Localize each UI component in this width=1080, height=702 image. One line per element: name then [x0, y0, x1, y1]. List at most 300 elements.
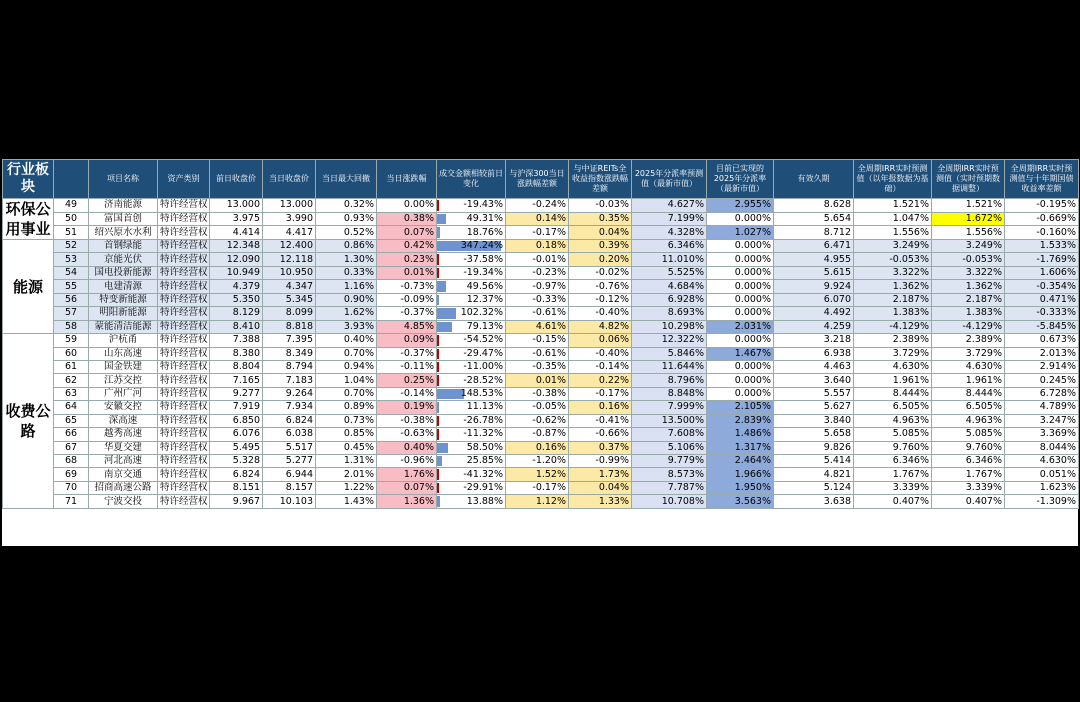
cell-irr-adjusted[interactable]: 8.444%	[932, 387, 1005, 400]
cell-change[interactable]: 0.38%	[377, 212, 437, 226]
cell-duration[interactable]: 5.654	[774, 212, 854, 226]
table-row[interactable]	[3, 495, 1079, 508]
cell-type[interactable]: 特许经营权	[158, 414, 210, 427]
cell-irr-report[interactable]: 2.187%	[854, 293, 932, 306]
cell-dist-2025[interactable]: 4.684%	[632, 280, 707, 293]
cell-duration[interactable]: 6.938	[774, 347, 854, 360]
cell-irr-adjusted[interactable]: -4.129%	[932, 320, 1005, 333]
cell-vs-reits[interactable]: -0.17%	[569, 387, 632, 400]
cell-vs-hs300[interactable]: 0.16%	[506, 441, 569, 454]
cell-prev-close[interactable]: 7.165	[210, 374, 263, 387]
cell-dist-2025[interactable]: 7.999%	[632, 401, 707, 414]
cell-irr-report[interactable]: 1.383%	[854, 307, 932, 320]
cell-prev-close[interactable]: 8.410	[210, 320, 263, 333]
cell-dist-2025[interactable]: 8.693%	[632, 307, 707, 320]
cell-duration[interactable]: 4.463	[774, 360, 854, 373]
cell-close[interactable]: 4.417	[263, 226, 316, 240]
cell-type[interactable]: 特许经营权	[158, 334, 210, 347]
cell-type[interactable]: 特许经营权	[158, 468, 210, 481]
cell-irr-adjusted[interactable]: 2.187%	[932, 293, 1005, 306]
cell-turnover-change[interactable]	[437, 266, 506, 279]
cell-irr-spread[interactable]: 1.623%	[1005, 481, 1079, 494]
cell-name[interactable]: 南京交通	[89, 468, 158, 481]
cell-max-drawdown[interactable]: 1.16%	[316, 280, 377, 293]
cell-name[interactable]: 沪杭甬	[89, 334, 158, 347]
cell-type[interactable]: 特许经营权	[158, 347, 210, 360]
cell-dist-realized[interactable]: 2.105%	[707, 401, 774, 414]
cell-vs-hs300[interactable]: -0.24%	[506, 199, 569, 213]
cell-name[interactable]: 国金铁建	[89, 360, 158, 373]
cell-irr-spread[interactable]: -0.195%	[1005, 199, 1079, 213]
cell-type[interactable]: 特许经营权	[158, 253, 210, 266]
sector-cell[interactable]: 收费公路	[3, 334, 54, 509]
cell-turnover-change[interactable]	[437, 455, 506, 468]
cell-irr-spread[interactable]: 2.013%	[1005, 347, 1079, 360]
cell-change[interactable]: 0.07%	[377, 226, 437, 240]
table-row[interactable]	[3, 266, 1079, 279]
cell-dist-realized[interactable]: 0.000%	[707, 240, 774, 253]
cell-change[interactable]: -0.09%	[377, 293, 437, 306]
cell-turnover-change[interactable]	[437, 360, 506, 373]
cell-max-drawdown[interactable]: 1.62%	[316, 307, 377, 320]
table-row[interactable]	[3, 387, 1079, 400]
cell-duration[interactable]: 3.840	[774, 414, 854, 427]
cell-change[interactable]: -0.73%	[377, 280, 437, 293]
cell-change[interactable]: 0.01%	[377, 266, 437, 279]
cell-no[interactable]: 67	[54, 441, 89, 454]
cell-vs-hs300[interactable]: 0.14%	[506, 212, 569, 226]
cell-turnover-change[interactable]	[437, 307, 506, 320]
cell-vs-reits[interactable]: -0.66%	[569, 428, 632, 441]
cell-prev-close[interactable]: 8.804	[210, 360, 263, 373]
cell-turnover-change[interactable]	[437, 441, 506, 454]
cell-name[interactable]: 蒙能清洁能源	[89, 320, 158, 333]
cell-dist-realized[interactable]: 3.563%	[707, 495, 774, 508]
cell-irr-spread[interactable]: 2.914%	[1005, 360, 1079, 373]
cell-duration[interactable]: 8.628	[774, 199, 854, 213]
cell-turnover-change[interactable]	[437, 495, 506, 508]
cell-prev-close[interactable]: 4.414	[210, 226, 263, 240]
col-header-dist-realized[interactable]: 目前已实现的2025年分派率（最新市值）	[707, 160, 774, 199]
cell-turnover-change[interactable]	[437, 240, 506, 253]
cell-prev-close[interactable]: 12.090	[210, 253, 263, 266]
cell-type[interactable]: 特许经营权	[158, 387, 210, 400]
cell-max-drawdown[interactable]: 1.30%	[316, 253, 377, 266]
cell-vs-reits[interactable]: 1.33%	[569, 495, 632, 508]
cell-dist-2025[interactable]: 7.608%	[632, 428, 707, 441]
cell-close[interactable]: 8.794	[263, 360, 316, 373]
cell-dist-realized[interactable]: 1.317%	[707, 441, 774, 454]
cell-name[interactable]: 电建清源	[89, 280, 158, 293]
cell-dist-realized[interactable]: 0.000%	[707, 360, 774, 373]
cell-vs-reits[interactable]: -0.03%	[569, 199, 632, 213]
cell-irr-spread[interactable]: -0.354%	[1005, 280, 1079, 293]
cell-duration[interactable]: 8.712	[774, 226, 854, 240]
cell-name[interactable]: 山东高速	[89, 347, 158, 360]
cell-name[interactable]: 江苏交控	[89, 374, 158, 387]
cell-vs-reits[interactable]: 0.22%	[569, 374, 632, 387]
col-header-turnover-change[interactable]: 成交金额相较前日变化	[437, 160, 506, 199]
cell-no[interactable]: 60	[54, 347, 89, 360]
cell-max-drawdown[interactable]: 0.89%	[316, 401, 377, 414]
cell-dist-2025[interactable]: 9.779%	[632, 455, 707, 468]
cell-duration[interactable]: 4.259	[774, 320, 854, 333]
cell-close[interactable]: 12.118	[263, 253, 316, 266]
cell-dist-realized[interactable]: 2.031%	[707, 320, 774, 333]
cell-prev-close[interactable]: 7.919	[210, 401, 263, 414]
cell-name[interactable]: 国电投新能源	[89, 266, 158, 279]
cell-irr-adjusted[interactable]: -0.053%	[932, 253, 1005, 266]
cell-dist-realized[interactable]: 0.000%	[707, 280, 774, 293]
cell-vs-reits[interactable]: 4.82%	[569, 320, 632, 333]
cell-vs-hs300[interactable]: -0.01%	[506, 253, 569, 266]
cell-irr-spread[interactable]: 1.606%	[1005, 266, 1079, 279]
table-row[interactable]	[3, 455, 1079, 468]
cell-irr-report[interactable]: 1.362%	[854, 280, 932, 293]
cell-irr-report[interactable]: 8.444%	[854, 387, 932, 400]
cell-vs-reits[interactable]: -0.02%	[569, 266, 632, 279]
cell-close[interactable]: 6.038	[263, 428, 316, 441]
cell-vs-hs300[interactable]: -0.33%	[506, 293, 569, 306]
table-row[interactable]	[3, 253, 1079, 266]
col-header-irr-report[interactable]: 全周期IRR实时预测值（以年报数据为基础）	[854, 160, 932, 199]
cell-prev-close[interactable]: 9.277	[210, 387, 263, 400]
cell-irr-spread[interactable]: 4.630%	[1005, 455, 1079, 468]
cell-change[interactable]: 1.76%	[377, 468, 437, 481]
cell-change[interactable]: 1.36%	[377, 495, 437, 508]
table-row[interactable]	[3, 320, 1079, 333]
cell-irr-adjusted[interactable]: 1.556%	[932, 226, 1005, 240]
cell-irr-report[interactable]: 6.346%	[854, 455, 932, 468]
cell-prev-close[interactable]: 4.379	[210, 280, 263, 293]
cell-dist-2025[interactable]: 7.787%	[632, 481, 707, 494]
cell-change[interactable]: -0.11%	[377, 360, 437, 373]
cell-irr-report[interactable]: 1.521%	[854, 199, 932, 213]
cell-irr-report[interactable]: 2.389%	[854, 334, 932, 347]
cell-max-drawdown[interactable]: 0.85%	[316, 428, 377, 441]
cell-duration[interactable]: 4.955	[774, 253, 854, 266]
cell-duration[interactable]: 6.070	[774, 293, 854, 306]
cell-irr-spread[interactable]: -0.669%	[1005, 212, 1079, 226]
cell-irr-report[interactable]: 6.505%	[854, 401, 932, 414]
cell-irr-adjusted[interactable]: 4.963%	[932, 414, 1005, 427]
cell-close[interactable]: 10.950	[263, 266, 316, 279]
sector-cell[interactable]: 环保公用事业	[3, 199, 54, 240]
cell-turnover-change[interactable]	[437, 320, 506, 333]
table-row[interactable]	[3, 347, 1079, 360]
table-row[interactable]	[3, 240, 1079, 253]
cell-max-drawdown[interactable]: 1.04%	[316, 374, 377, 387]
cell-dist-2025[interactable]: 5.106%	[632, 441, 707, 454]
cell-close[interactable]: 6.824	[263, 414, 316, 427]
table-row[interactable]	[3, 374, 1079, 387]
cell-max-drawdown[interactable]: 0.33%	[316, 266, 377, 279]
col-header-irr-spread[interactable]: 全周期IRR实时预测值与十年期国债收益率差额	[1005, 160, 1079, 199]
table-row[interactable]	[3, 441, 1079, 454]
cell-turnover-change[interactable]	[437, 347, 506, 360]
cell-name[interactable]: 安徽交控	[89, 401, 158, 414]
cell-name[interactable]: 首钢绿能	[89, 240, 158, 253]
table-row[interactable]	[3, 226, 1079, 240]
cell-change[interactable]: -0.63%	[377, 428, 437, 441]
cell-vs-hs300[interactable]: 0.18%	[506, 240, 569, 253]
cell-irr-report[interactable]: 3.729%	[854, 347, 932, 360]
cell-prev-close[interactable]: 12.348	[210, 240, 263, 253]
cell-irr-spread[interactable]: 4.789%	[1005, 401, 1079, 414]
cell-vs-hs300[interactable]: 4.61%	[506, 320, 569, 333]
cell-irr-report[interactable]: 3.339%	[854, 481, 932, 494]
cell-irr-adjusted[interactable]: 6.505%	[932, 401, 1005, 414]
cell-duration[interactable]: 5.658	[774, 428, 854, 441]
cell-max-drawdown[interactable]: 1.43%	[316, 495, 377, 508]
cell-vs-hs300[interactable]: -0.61%	[506, 307, 569, 320]
cell-max-drawdown[interactable]: 0.93%	[316, 212, 377, 226]
col-header-max-drawdown[interactable]: 当日最大回撤	[316, 160, 377, 199]
cell-name[interactable]: 济南能源	[89, 199, 158, 213]
cell-irr-spread[interactable]: -1.769%	[1005, 253, 1079, 266]
cell-close[interactable]: 8.818	[263, 320, 316, 333]
cell-close[interactable]: 7.395	[263, 334, 316, 347]
cell-change[interactable]: 0.25%	[377, 374, 437, 387]
cell-irr-report[interactable]: 1.047%	[854, 212, 932, 226]
cell-change[interactable]: -0.38%	[377, 414, 437, 427]
col-header-irr-adjusted[interactable]: 全周期IRR实时预测值（实时预期数据调整）	[932, 160, 1005, 199]
cell-dist-realized[interactable]: 0.000%	[707, 307, 774, 320]
cell-dist-2025[interactable]: 8.796%	[632, 374, 707, 387]
cell-close[interactable]: 5.517	[263, 441, 316, 454]
cell-vs-hs300[interactable]: -0.17%	[506, 481, 569, 494]
cell-irr-report[interactable]: 5.085%	[854, 428, 932, 441]
cell-max-drawdown[interactable]: 1.22%	[316, 481, 377, 494]
cell-dist-2025[interactable]: 6.346%	[632, 240, 707, 253]
cell-change[interactable]: 0.19%	[377, 401, 437, 414]
cell-vs-reits[interactable]: -0.76%	[569, 280, 632, 293]
cell-close[interactable]: 8.099	[263, 307, 316, 320]
cell-name[interactable]: 越秀高速	[89, 428, 158, 441]
cell-dist-2025[interactable]: 6.928%	[632, 293, 707, 306]
cell-irr-spread[interactable]: 0.673%	[1005, 334, 1079, 347]
cell-irr-adjusted[interactable]: 1.961%	[932, 374, 1005, 387]
cell-type[interactable]: 特许经营权	[158, 401, 210, 414]
cell-vs-hs300[interactable]: -0.87%	[506, 428, 569, 441]
cell-close[interactable]: 7.183	[263, 374, 316, 387]
cell-close[interactable]: 5.345	[263, 293, 316, 306]
cell-vs-hs300[interactable]: -1.20%	[506, 455, 569, 468]
cell-duration[interactable]: 5.124	[774, 481, 854, 494]
cell-name[interactable]: 招商高速公路	[89, 481, 158, 494]
cell-name[interactable]: 深高速	[89, 414, 158, 427]
cell-vs-reits[interactable]: -0.40%	[569, 347, 632, 360]
cell-irr-adjusted[interactable]: 3.322%	[932, 266, 1005, 279]
cell-vs-reits[interactable]: 0.04%	[569, 481, 632, 494]
cell-no[interactable]: 69	[54, 468, 89, 481]
cell-vs-hs300[interactable]: -0.05%	[506, 401, 569, 414]
table-row[interactable]	[3, 199, 1079, 213]
cell-no[interactable]: 63	[54, 387, 89, 400]
cell-irr-spread[interactable]: -5.845%	[1005, 320, 1079, 333]
cell-irr-spread[interactable]: 0.245%	[1005, 374, 1079, 387]
cell-type[interactable]: 特许经营权	[158, 240, 210, 253]
table-row[interactable]	[3, 307, 1079, 320]
cell-dist-realized[interactable]: 1.027%	[707, 226, 774, 240]
cell-turnover-change[interactable]	[437, 428, 506, 441]
cell-vs-hs300[interactable]: -0.61%	[506, 347, 569, 360]
cell-close[interactable]: 9.264	[263, 387, 316, 400]
cell-irr-spread[interactable]: 3.369%	[1005, 428, 1079, 441]
cell-vs-hs300[interactable]: -0.15%	[506, 334, 569, 347]
cell-name[interactable]: 河北高速	[89, 455, 158, 468]
cell-dist-realized[interactable]: 2.955%	[707, 199, 774, 213]
cell-irr-adjusted[interactable]: 0.407%	[932, 495, 1005, 508]
cell-irr-adjusted[interactable]: 1.383%	[932, 307, 1005, 320]
cell-irr-spread[interactable]: 8.044%	[1005, 441, 1079, 454]
cell-irr-report[interactable]: 0.407%	[854, 495, 932, 508]
cell-close[interactable]: 8.157	[263, 481, 316, 494]
cell-type[interactable]: 特许经营权	[158, 455, 210, 468]
cell-max-drawdown[interactable]: 0.32%	[316, 199, 377, 213]
cell-vs-hs300[interactable]: -0.17%	[506, 226, 569, 240]
cell-irr-adjusted[interactable]: 1.521%	[932, 199, 1005, 213]
cell-dist-2025[interactable]: 4.328%	[632, 226, 707, 240]
cell-prev-close[interactable]: 10.949	[210, 266, 263, 279]
cell-no[interactable]: 55	[54, 280, 89, 293]
cell-no[interactable]: 71	[54, 495, 89, 508]
cell-irr-adjusted[interactable]: 1.362%	[932, 280, 1005, 293]
cell-irr-spread[interactable]: 0.471%	[1005, 293, 1079, 306]
cell-no[interactable]: 49	[54, 199, 89, 213]
cell-type[interactable]: 特许经营权	[158, 320, 210, 333]
cell-no[interactable]: 58	[54, 320, 89, 333]
cell-irr-spread[interactable]: 0.051%	[1005, 468, 1079, 481]
cell-irr-adjusted[interactable]: 9.760%	[932, 441, 1005, 454]
table-row[interactable]	[3, 293, 1079, 306]
col-header-vs-reits[interactable]: 与中证REITs全收益指数涨跌幅差额	[569, 160, 632, 199]
cell-change[interactable]: 4.85%	[377, 320, 437, 333]
cell-duration[interactable]: 4.492	[774, 307, 854, 320]
cell-dist-2025[interactable]: 13.500%	[632, 414, 707, 427]
cell-turnover-change[interactable]	[437, 387, 506, 400]
cell-turnover-change[interactable]	[437, 401, 506, 414]
cell-no[interactable]: 56	[54, 293, 89, 306]
cell-prev-close[interactable]: 6.824	[210, 468, 263, 481]
cell-type[interactable]: 特许经营权	[158, 441, 210, 454]
cell-vs-reits[interactable]: 0.06%	[569, 334, 632, 347]
cell-close[interactable]: 7.934	[263, 401, 316, 414]
cell-max-drawdown[interactable]: 0.86%	[316, 240, 377, 253]
cell-close[interactable]: 12.400	[263, 240, 316, 253]
cell-type[interactable]: 特许经营权	[158, 226, 210, 240]
cell-name[interactable]: 广州广河	[89, 387, 158, 400]
cell-change[interactable]: -0.37%	[377, 307, 437, 320]
cell-max-drawdown[interactable]: 3.93%	[316, 320, 377, 333]
cell-irr-report[interactable]: 3.322%	[854, 266, 932, 279]
col-header-type[interactable]: 资产类别	[158, 160, 210, 199]
cell-dist-realized[interactable]: 0.000%	[707, 334, 774, 347]
cell-type[interactable]: 特许经营权	[158, 495, 210, 508]
cell-max-drawdown[interactable]: 0.52%	[316, 226, 377, 240]
cell-irr-adjusted[interactable]: 3.729%	[932, 347, 1005, 360]
cell-change[interactable]: -0.96%	[377, 455, 437, 468]
cell-no[interactable]: 65	[54, 414, 89, 427]
cell-irr-report[interactable]: 1.961%	[854, 374, 932, 387]
cell-irr-spread[interactable]: -0.333%	[1005, 307, 1079, 320]
table-row[interactable]	[3, 428, 1079, 441]
cell-dist-2025[interactable]: 4.627%	[632, 199, 707, 213]
cell-irr-adjusted[interactable]: 1.672%	[932, 212, 1005, 226]
cell-change[interactable]: 0.42%	[377, 240, 437, 253]
cell-irr-report[interactable]: 4.630%	[854, 360, 932, 373]
cell-max-drawdown[interactable]: 0.73%	[316, 414, 377, 427]
cell-irr-report[interactable]: 3.249%	[854, 240, 932, 253]
cell-duration[interactable]: 6.471	[774, 240, 854, 253]
col-header-dist-2025[interactable]: 2025年分派率预测值（最新市值）	[632, 160, 707, 199]
cell-no[interactable]: 53	[54, 253, 89, 266]
cell-close[interactable]: 5.277	[263, 455, 316, 468]
cell-duration[interactable]: 5.615	[774, 266, 854, 279]
cell-duration[interactable]: 4.821	[774, 468, 854, 481]
cell-vs-reits[interactable]: 0.37%	[569, 441, 632, 454]
cell-turnover-change[interactable]	[437, 414, 506, 427]
cell-irr-report[interactable]: -4.129%	[854, 320, 932, 333]
cell-prev-close[interactable]: 8.151	[210, 481, 263, 494]
cell-max-drawdown[interactable]: 0.40%	[316, 334, 377, 347]
cell-dist-2025[interactable]: 8.848%	[632, 387, 707, 400]
cell-dist-2025[interactable]: 5.846%	[632, 347, 707, 360]
cell-change[interactable]: -0.37%	[377, 347, 437, 360]
cell-type[interactable]: 特许经营权	[158, 374, 210, 387]
cell-dist-realized[interactable]: 2.839%	[707, 414, 774, 427]
cell-vs-reits[interactable]: 1.73%	[569, 468, 632, 481]
cell-vs-hs300[interactable]: -0.38%	[506, 387, 569, 400]
cell-max-drawdown[interactable]: 2.01%	[316, 468, 377, 481]
cell-irr-spread[interactable]: -1.309%	[1005, 495, 1079, 508]
cell-no[interactable]: 59	[54, 334, 89, 347]
cell-vs-hs300[interactable]: -0.23%	[506, 266, 569, 279]
cell-type[interactable]: 特许经营权	[158, 199, 210, 213]
cell-prev-close[interactable]: 5.350	[210, 293, 263, 306]
col-header-no[interactable]	[54, 160, 89, 199]
cell-dist-realized[interactable]: 0.000%	[707, 253, 774, 266]
cell-dist-realized[interactable]: 0.000%	[707, 374, 774, 387]
cell-no[interactable]: 57	[54, 307, 89, 320]
cell-prev-close[interactable]: 13.000	[210, 199, 263, 213]
cell-type[interactable]: 特许经营权	[158, 428, 210, 441]
cell-no[interactable]: 66	[54, 428, 89, 441]
cell-prev-close[interactable]: 8.380	[210, 347, 263, 360]
cell-vs-hs300[interactable]: 0.01%	[506, 374, 569, 387]
table-row[interactable]	[3, 401, 1079, 414]
col-header-change[interactable]: 当日涨跌幅	[377, 160, 437, 199]
cell-change[interactable]: 0.40%	[377, 441, 437, 454]
cell-name[interactable]: 明阳新能源	[89, 307, 158, 320]
cell-no[interactable]: 52	[54, 240, 89, 253]
cell-turnover-change[interactable]	[437, 226, 506, 240]
cell-prev-close[interactable]: 3.975	[210, 212, 263, 226]
cell-vs-reits[interactable]: 0.20%	[569, 253, 632, 266]
cell-max-drawdown[interactable]: 0.70%	[316, 347, 377, 360]
cell-vs-reits[interactable]: -0.41%	[569, 414, 632, 427]
cell-dist-realized[interactable]: 1.486%	[707, 428, 774, 441]
cell-vs-hs300[interactable]: -0.35%	[506, 360, 569, 373]
cell-irr-spread[interactable]: 3.247%	[1005, 414, 1079, 427]
col-header-duration[interactable]: 有效久期	[774, 160, 854, 199]
cell-turnover-change[interactable]	[437, 253, 506, 266]
cell-no[interactable]: 50	[54, 212, 89, 226]
cell-name[interactable]: 富国首创	[89, 212, 158, 226]
cell-turnover-change[interactable]	[437, 293, 506, 306]
cell-dist-realized[interactable]: 0.000%	[707, 266, 774, 279]
cell-turnover-change[interactable]	[437, 212, 506, 226]
